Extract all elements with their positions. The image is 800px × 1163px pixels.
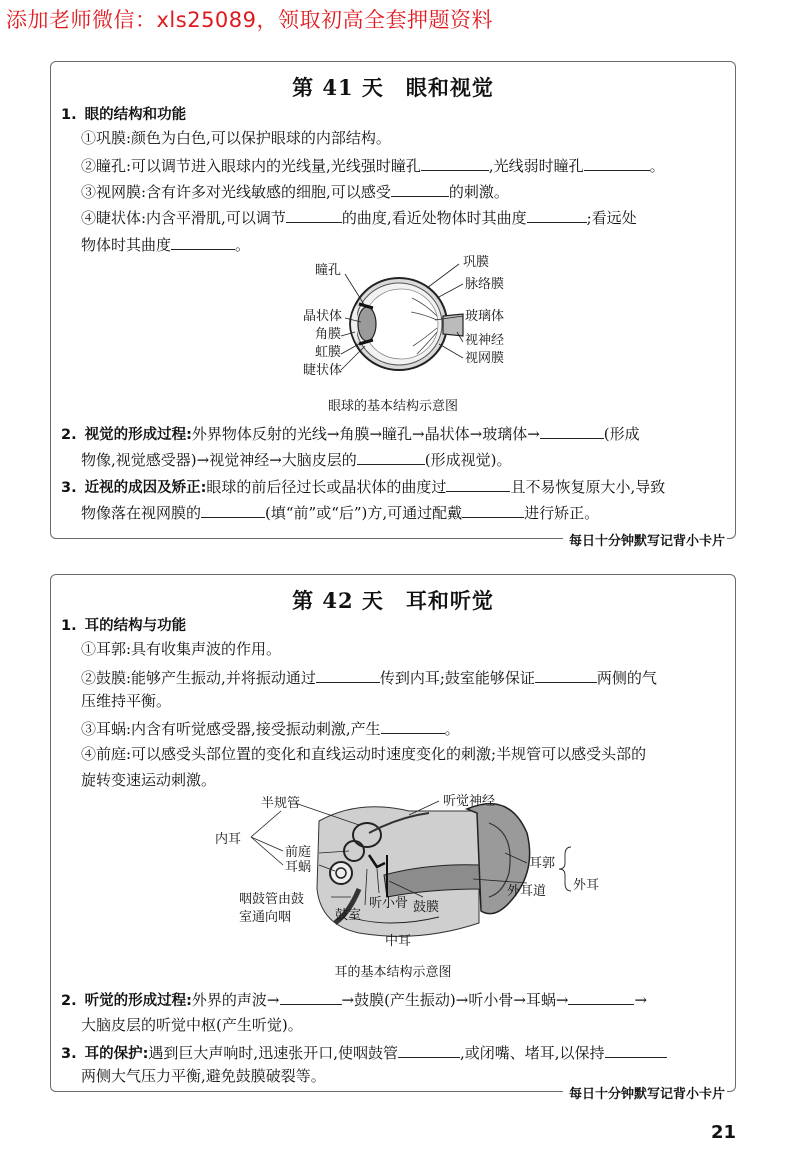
label-vitreous: 玻璃体 bbox=[465, 309, 505, 324]
section-heading: 1. 眼的结构和功能 bbox=[61, 107, 187, 123]
label-auditory-nerve: 听觉神经 bbox=[443, 794, 496, 809]
text-line: 物体时其曲度 。 bbox=[81, 233, 250, 255]
label-semicircular-canals: 半规管 bbox=[261, 796, 301, 811]
text-line: 2. 视觉的形成过程:外界物体反射的光线→角膜→瞳孔→晶状体→玻璃体→ (形成 bbox=[61, 422, 640, 445]
text-line: ②鼓膜:能够产生振动,并将振动通过 传到内耳;鼓室能够保证 两侧的气 bbox=[81, 666, 657, 688]
text-line: 2. 听觉的形成过程:外界的声波→ →鼓膜(产生振动)→听小骨→耳蜗→ → bbox=[61, 988, 647, 1011]
label-vestibule: 前庭 bbox=[285, 845, 312, 860]
text-line: ③视网膜:含有许多对光线敏感的细胞,可以感受 的刺激。 bbox=[81, 180, 509, 202]
text-line: ④睫状体:内含平滑肌,可以调节 的曲度,看近处物体时其曲度 ;看远处 bbox=[81, 206, 637, 228]
label-pupil: 瞳孔 bbox=[315, 263, 342, 278]
text-line: ①巩膜:颜色为白色,可以保护眼球的内部结构。 bbox=[81, 129, 391, 147]
label-optic-nerve: 视神经 bbox=[465, 333, 505, 348]
label-outer-ear: 外耳 bbox=[573, 878, 600, 893]
card-day-41 bbox=[50, 61, 736, 549]
eyeball bbox=[350, 278, 463, 370]
label-ossicles: 听小骨 bbox=[369, 896, 409, 911]
label-lens: 晶状体 bbox=[303, 309, 343, 324]
section-heading: 1. 耳的结构与功能 bbox=[61, 618, 187, 634]
card-day-42 bbox=[50, 574, 736, 1102]
text-line: 大脑皮层的听觉中枢(产生听觉)。 bbox=[81, 1016, 303, 1034]
text-line: ②瞳孔:可以调节进入眼球内的光线量,光线强时瞳孔 ,光线弱时瞳孔 。 bbox=[81, 154, 665, 176]
text-line: 物像,视觉感受器)→视觉神经→大脑皮层的 (形成视觉)。 bbox=[81, 448, 511, 470]
label-choroid: 脉络膜 bbox=[465, 277, 505, 292]
page-number: 21 bbox=[710, 1122, 736, 1143]
label-tympanic-cavity: 鼓室 bbox=[335, 908, 362, 923]
label-inner-ear: 内耳 bbox=[215, 832, 242, 847]
text-line: 3. 近视的成因及矫正:眼球的前后径过长或晶状体的曲度过 且不易恢复原大小,导致 bbox=[61, 475, 665, 498]
label-retina: 视网膜 bbox=[465, 351, 505, 366]
eye-diagram-caption: 眼球的基本结构示意图 bbox=[327, 399, 458, 414]
card-title: 第 41 天 眼和视觉 bbox=[292, 75, 494, 100]
label-cochlea: 耳蜗 bbox=[285, 860, 312, 875]
text-line: 3. 耳的保护:遇到巨大声响时,迅速张开口,使咽鼓管 ,或闭嘴、堵耳,以保持 bbox=[61, 1041, 667, 1064]
label-eardrum: 鼓膜 bbox=[413, 900, 440, 915]
ear-diagram-caption: 耳的基本结构示意图 bbox=[334, 965, 452, 980]
label-ciliary: 睫状体 bbox=[303, 363, 343, 378]
label-iris: 虹膜 bbox=[315, 345, 342, 360]
label-middle-ear: 中耳 bbox=[385, 934, 412, 949]
card-footer: 每日十分钟默写记背小卡片 bbox=[563, 530, 727, 549]
ear-diagram bbox=[209, 793, 609, 961]
card-title: 第 42 天 耳和听觉 bbox=[292, 588, 494, 613]
card-footer: 每日十分钟默写记背小卡片 bbox=[563, 1083, 727, 1102]
label-eustachian-2: 室通向咽 bbox=[239, 910, 292, 925]
text-line: 两侧大气压力平衡,避免鼓膜破裂等。 bbox=[81, 1067, 326, 1085]
text-line: 物像落在视网膜的 (填“前”或“后”)方,可通过配戴 进行矫正。 bbox=[81, 501, 599, 523]
text-line: ④前庭:可以感受头部位置的变化和直线运动时速度变化的刺激;半规管可以感受头部的 bbox=[81, 745, 647, 763]
text-line: ①耳郭:具有收集声波的作用。 bbox=[81, 640, 282, 658]
label-eustachian-1: 咽鼓管由鼓 bbox=[239, 892, 305, 907]
promo-banner: 添加老师微信：xls25089，领取初高全套押题资料 bbox=[6, 8, 494, 32]
label-ear-canal: 外耳道 bbox=[507, 884, 547, 899]
text-line: 旋转变速运动刺激。 bbox=[81, 771, 217, 789]
label-pinna: 耳郭 bbox=[529, 856, 556, 871]
text-line: 压维持平衡。 bbox=[81, 692, 172, 710]
label-sclera: 巩膜 bbox=[463, 255, 490, 270]
text-line: ③耳蜗:内含有听觉感受器,接受振动刺激,产生 。 bbox=[81, 717, 460, 739]
label-cornea: 角膜 bbox=[315, 327, 342, 342]
eye-diagram bbox=[287, 254, 527, 384]
